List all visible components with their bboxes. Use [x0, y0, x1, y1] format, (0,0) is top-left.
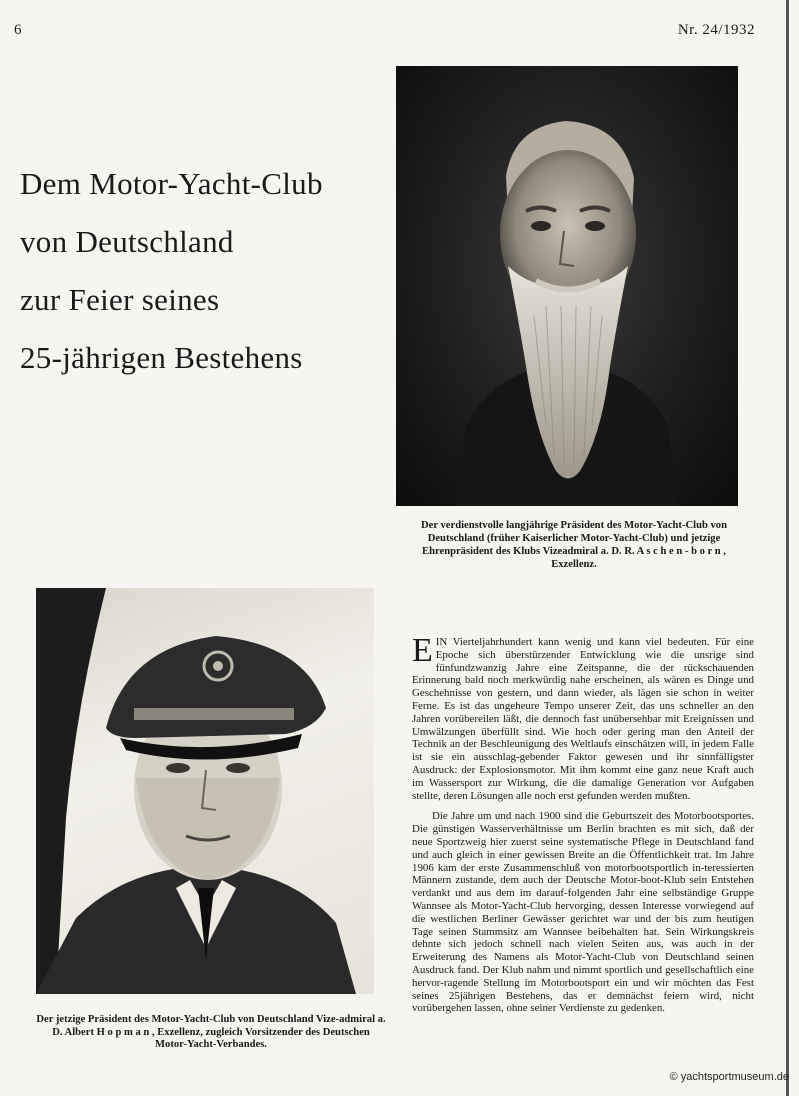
- page-number: 6: [14, 22, 22, 38]
- headline-line-3: zur Feier seines: [20, 282, 220, 317]
- portrait-drawing-captain-icon: [36, 588, 374, 994]
- article-paragraph-1: [412, 632, 754, 802]
- article-paragraph-1-text: IN Vierteljahrhundert kann wenig und kann viel bedeuten. Für eine Epoche sich überstürzender Entwicklung wie die unsrige sind fünfundzwanzig Jahre eine Zeitspanne, die der rückschauenden Erinnerung bald noch merkwürdig nahe erscheinen, als wären es Dinge und Geschehnisse von gestern, und dann wieder, als lägen sie schon in weiter Ferne. Es ist das ungeheure Tempo unserer Zeit, das uns schneller an den Jahren vorübereilen läßt, die dennoch fast unübersehbar mit Ereignissen und Umwälzungen überfüllt sind. Wie hoch oder gering man den Anteil der Technik an der Beschleunigung des Weltlaufs einschätzen will, in jedem Falle ist sie ein ausschlag-gebender Faktor gewesen und ihr sinnfälligster Ausdruck: der Explosionsmotor. Mit ihm kommt eine ganz neue Kraft auch im Wassersport zur Wirkung, die die damalige Generation vor Aufgaben stellte, deren Lösungen alle noch erst gefunden werden mußten.: [412, 636, 754, 802]
- headline: [20, 155, 390, 387]
- caption-top-portrait: Der verdienstvolle langjährige Präsident des Motor-Yacht-Club von Deutschland (früher Kaiserlicher Motor-Yacht-Club) und jetzige Ehrenpräsident des Klubs Vizeadmiral a. D. R. A s c h e n - b o r n , Exzellenz.: [420, 520, 727, 570]
- issue-number: Nr. 24/1932: [677, 22, 755, 38]
- portrait-drawing-hopman: [36, 588, 374, 994]
- drop-cap: E: [412, 632, 433, 669]
- article-paragraph-2: Die Jahre um und nach 1900 sind die Geburtszeit des Motorbootsportes. Die günstigen Wasserverhältnisse um Berlin brachten es mit sich, daß der neue Sportzweig hier zuerst seine systematische Pflege in Deutschland fand und auch gleich in einer gewissen Breite an die Öffentlichkeit trat. Im Jahre 1906 kam der erste Zusammenschluß von motorbootsportlich in-teressierten Männern zustande, dem auch der Deutsche Motor-boot-Klub sein Entstehen verdankt und aus dem im darauf-folgenden Jahr eine selbständige Gruppe Wannsee als Motor-Yacht-Club hervorging, dessen Interesse vorwiegend auf die westlichen Berliner Gewässer gerichtet war und der bis zum heutigen Tage seinen Stammsitz am Wannsee beibehalten hat. Sein Wirkungskreis dehnte sich jedoch schnell nach vielen Seiten aus, was auch in der Erweiterung des Namens als Motor-Yacht-Club von Deutschland seinen Ausdruck fand. Der Klub nahm und nimmt sportlich und gesellschaftlich eine hervor-ragende Stellung im Motorbootsport ein und wir möchten das Fest seines 25jährigen Bestehens, das er demnächst feiern wird, nicht vorübergehen lassen, ohne seiner Verdienste zu gedenken.: [412, 810, 754, 1015]
- portrait-photo-aschenborn: [396, 66, 738, 506]
- caption-bottom-portrait: Der jetzige Präsident des Motor-Yacht-Club von Deutschland Vize-admiral a. D. Albert H o p m a n , Exzellenz, zugleich Vorsitzender des Deutschen Motor-Yacht-Verbandes.: [36, 1014, 386, 1050]
- headline-line-2: von Deutschland: [20, 224, 234, 259]
- headline-line-4: 25-jährigen Bestehens: [20, 340, 303, 375]
- page-edge-shadow: [786, 0, 789, 1096]
- portrait-bearded-man-icon: [396, 66, 738, 506]
- article-body: [412, 632, 754, 1023]
- copyright-credit: © yachtsportmuseum.de: [669, 1071, 789, 1083]
- headline-line-1: Dem Motor-Yacht-Club: [20, 166, 323, 201]
